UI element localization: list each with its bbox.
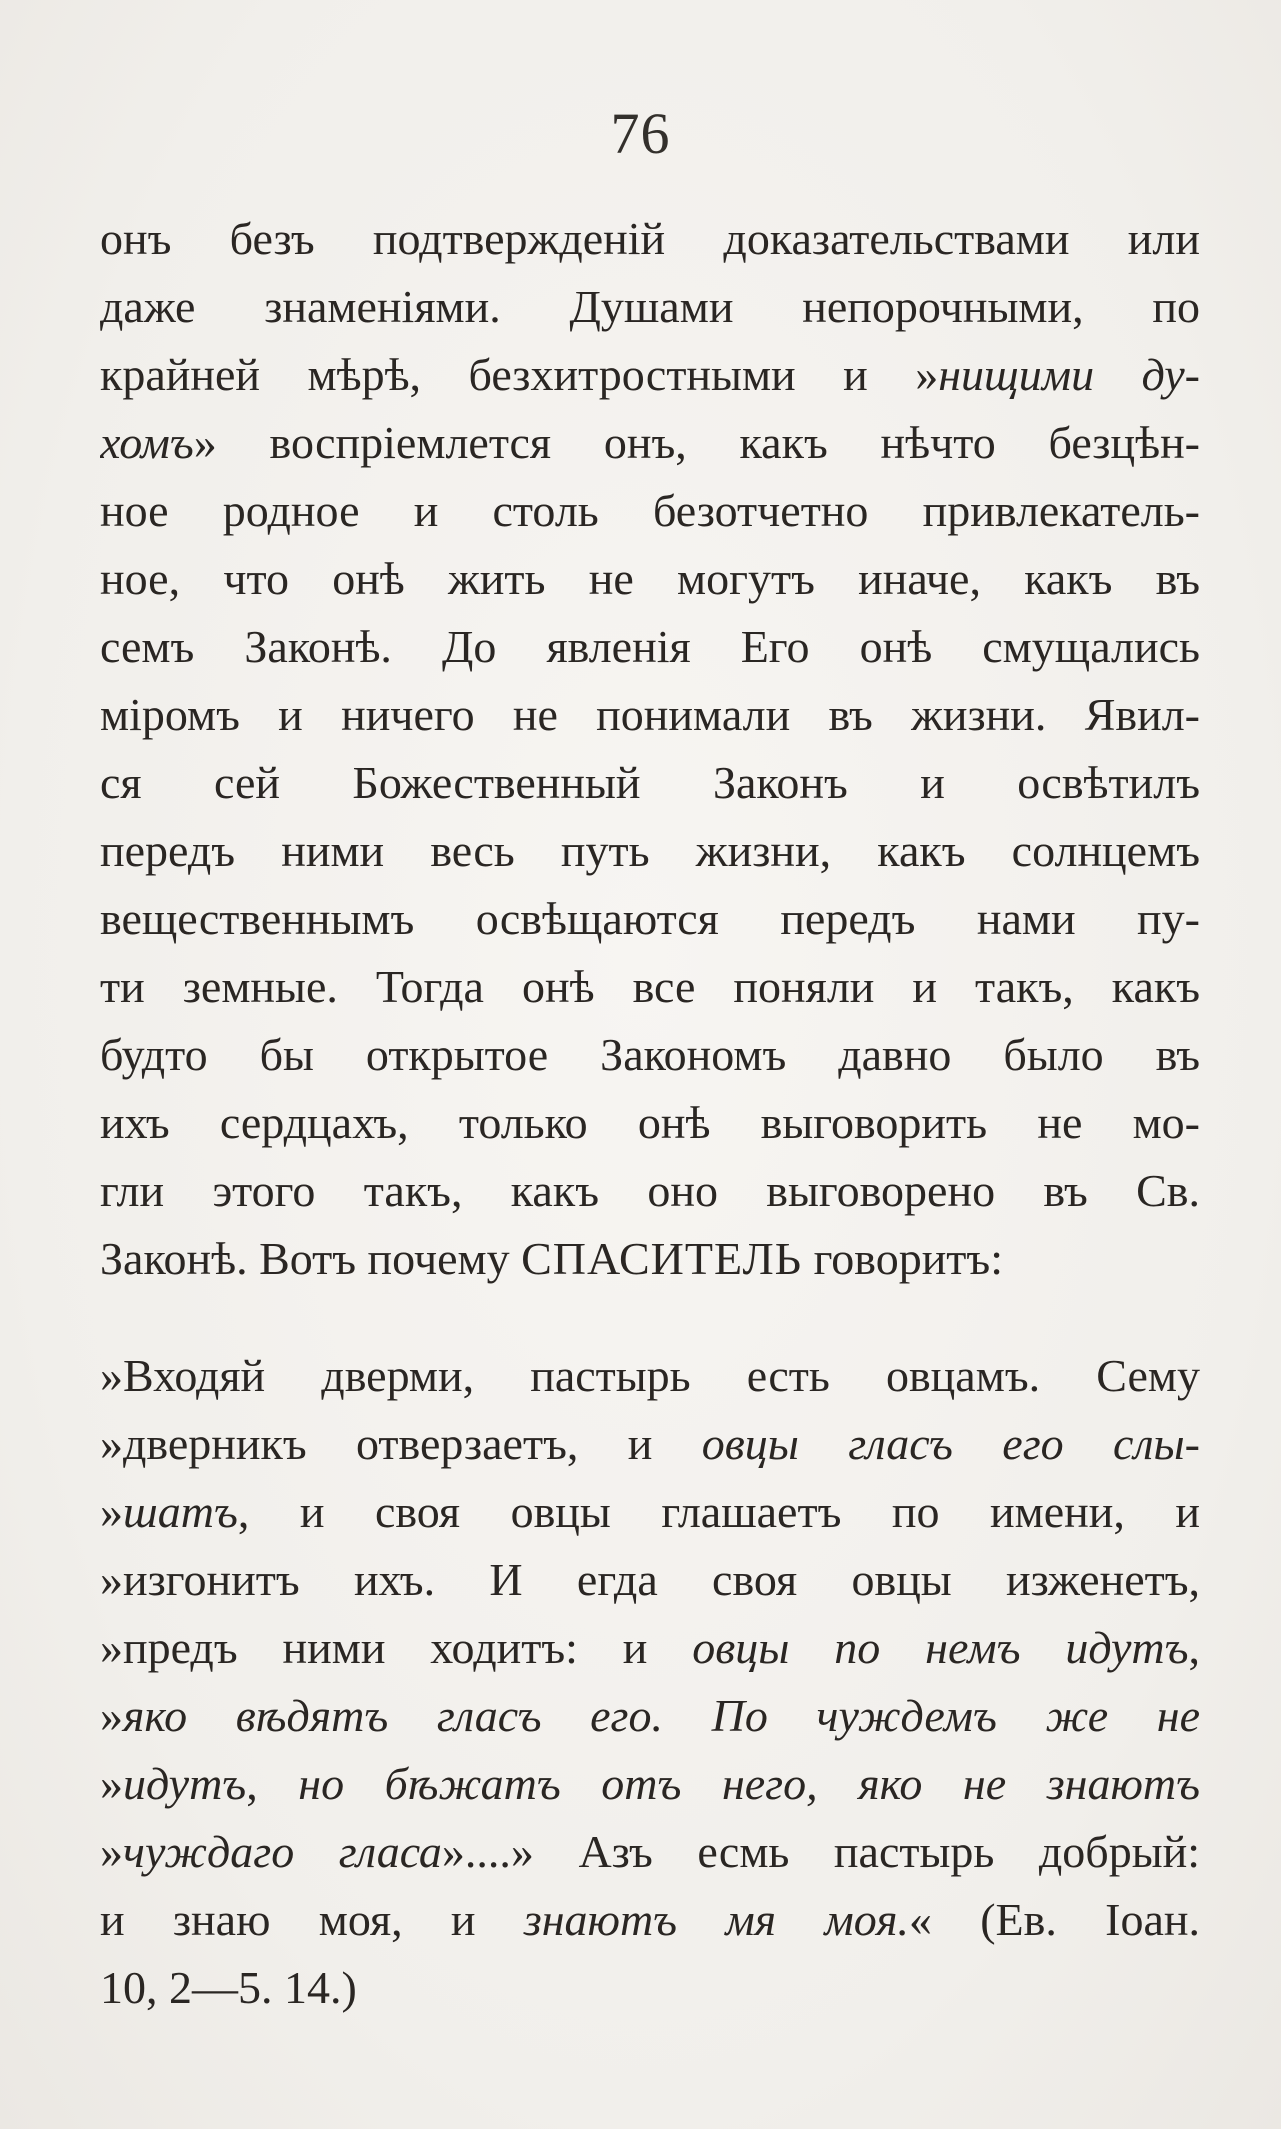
text-line: ти земные. Тогда онѣ все поняли и такъ, какъ bbox=[100, 961, 1200, 1012]
text-line: семъ Законѣ. До явленія Его онѣ смущались bbox=[100, 621, 1200, 672]
italic-phrase: чуждаго гласа bbox=[123, 1826, 442, 1877]
text-line: Законѣ. Вотъ почему СПАСИТЕЛЬ говоритъ: bbox=[100, 1233, 1003, 1284]
quote-line: »яко вѣдятъ гласъ его. По чуждемъ же не bbox=[100, 1690, 1200, 1741]
text-line: вещественнымъ освѣщаются передъ нами пу- bbox=[100, 893, 1200, 944]
italic-phrase: нищими ду- bbox=[938, 349, 1200, 400]
quote-line: и знаю моя, и знаютъ мя моя.« (Ев. Іоан. bbox=[100, 1894, 1200, 1945]
page-number: 76 bbox=[610, 101, 671, 166]
text-line: ное родное и столь безотчетно привлекатель- bbox=[100, 485, 1200, 536]
quote-line: »чуждаго гласа»....» Азъ есмь пастырь добрый: bbox=[100, 1826, 1200, 1877]
italic-phrase: овцы гласъ его слы- bbox=[701, 1418, 1200, 1469]
italic-phrase: знаютъ мя моя. bbox=[523, 1894, 909, 1945]
italic-phrase: хомъ bbox=[100, 417, 194, 468]
emphasized-name: СПАСИТЕЛЬ bbox=[521, 1233, 803, 1284]
quote-line: »шатъ, и своя овцы глашаетъ по имени, и bbox=[100, 1486, 1200, 1537]
text-line: ся сей Божественный Законъ и освѣтилъ bbox=[100, 757, 1200, 808]
text-line: крайней мѣрѣ, безхитростными и »нищими ду- bbox=[100, 349, 1200, 400]
citation-line: 10, 2—5. 14.) bbox=[100, 1962, 357, 2013]
italic-phrase: овцы по немъ идутъ bbox=[692, 1622, 1189, 1673]
paragraph-scripture-quote bbox=[100, 1342, 1200, 2022]
italic-phrase: но бѣжатъ отъ него, яко не знаютъ bbox=[298, 1758, 1200, 1809]
text-line: передъ ними весь путь жизни, какъ солнцемъ bbox=[100, 825, 1200, 876]
quote-line: »предъ ними ходитъ: и овцы по немъ идутъ, bbox=[100, 1622, 1200, 1673]
text-line: ное, что онѣ жить не могутъ иначе, какъ въ bbox=[100, 553, 1200, 604]
text-line: онъ безъ подтвержденій доказательствами или bbox=[100, 213, 1200, 264]
paragraph-commentary bbox=[100, 205, 1200, 1293]
italic-phrase: идутъ bbox=[123, 1758, 247, 1809]
text-line: гли этого такъ, какъ оно выговорено въ Св. bbox=[100, 1165, 1200, 1216]
italic-phrase: яко вѣдятъ гласъ его. По чуждемъ же не bbox=[123, 1690, 1200, 1741]
text-line: ихъ сердцахъ, только онѣ выговорить не мо- bbox=[100, 1097, 1200, 1148]
text-line: даже знаменіями. Душами непорочными, по bbox=[100, 281, 1200, 332]
quote-line: »изгонитъ ихъ. И егда своя овцы изженетъ, bbox=[100, 1554, 1200, 1605]
quote-line: »дверникъ отверзаетъ, и овцы гласъ его слы- bbox=[100, 1418, 1200, 1469]
quote-line: »идутъ, но бѣжатъ отъ него, яко не знаютъ bbox=[100, 1758, 1200, 1809]
text-line: хомъ» воспріемлется онъ, какъ нѣчто безцѣн- bbox=[100, 417, 1200, 468]
quote-line: »Входяй дверми, пастырь есть овцамъ. Сему bbox=[100, 1350, 1200, 1401]
italic-phrase: шатъ bbox=[123, 1486, 238, 1537]
text-line: будто бы открытое Закономъ давно было въ bbox=[100, 1029, 1200, 1080]
text-line: міромъ и ничего не понимали въ жизни. Явил- bbox=[100, 689, 1200, 740]
